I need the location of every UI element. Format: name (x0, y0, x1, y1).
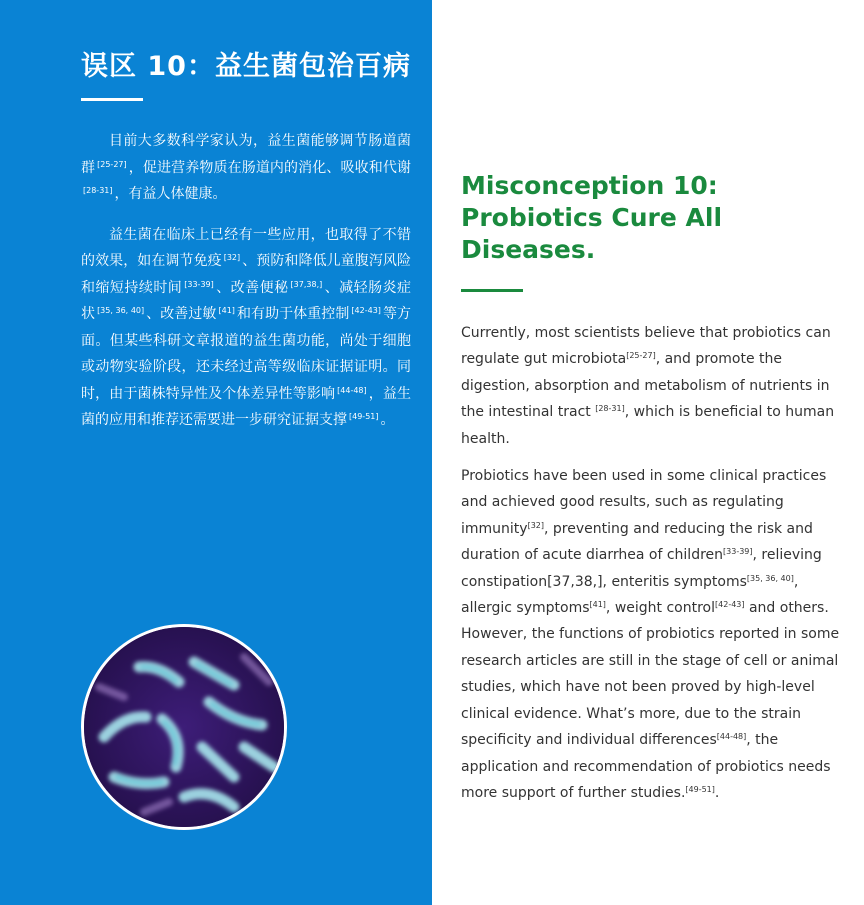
citation: [28-31] (83, 186, 113, 195)
text-run: ，有益人体健康。 (114, 186, 227, 202)
citation: [42-43] (351, 306, 381, 315)
text-run: and others. However, the functions of probiotics reported in some research articles are still in the stage of cell or animal studies, which have not been proved by high-level clinical evidence. What’s more, due to the strain specificity and individual differences (461, 600, 840, 749)
text-run: Probiotics have been used in some clinical practices and achieved good results, such as regulating immunity (461, 468, 827, 537)
citation: [35, 36, 40] (746, 573, 794, 583)
text-run: , preventing and reducing the risk and duration of acute diarrhea of children (461, 520, 813, 564)
citation: [33-39] (184, 279, 214, 289)
chinese-paragraph-1 (81, 128, 411, 208)
english-title: Misconception 10: Probiotics Cure All Diseases. (461, 171, 723, 264)
bacteria-micrograph-icon (84, 627, 284, 827)
citation: [32] (527, 520, 544, 530)
citation: [35, 36, 40] (97, 306, 145, 315)
text-run: 。 (380, 412, 395, 428)
text-run: , the application and recommendation of probiotics needs more support of further studies. (461, 732, 831, 801)
english-title-rule (461, 289, 523, 292)
text-run: 、预防和降低儿童腹泻风险和缩短持续时间 (81, 253, 412, 296)
citation: [41] (218, 306, 235, 315)
text-run: , weight control (605, 600, 716, 617)
text-run: . (714, 784, 720, 801)
english-paragraph-1 (461, 320, 846, 452)
english-paragraph-2 (461, 463, 846, 806)
citation: [49-51] (349, 412, 379, 421)
citation: [25-27] (626, 351, 656, 361)
text-run: 益生菌在临床上已经有一些应用，也取得了不错的效果，如在调节免疫 (81, 226, 411, 269)
text-run: 、改善过敏 (146, 306, 217, 322)
citation: [44-48] (716, 732, 747, 742)
chinese-paragraph-2 (81, 222, 411, 434)
bacteria-image (81, 624, 287, 830)
citation: [28-31] (595, 404, 625, 414)
citation: [25-27] (97, 159, 127, 169)
text-run: 、改善便秘 (215, 279, 289, 296)
citation: [37,38,] (290, 279, 323, 289)
text-run: 和有助于体重控制 (236, 306, 350, 322)
text-run: , allergic symptoms (461, 573, 799, 617)
citation: [41] (589, 600, 606, 610)
chinese-title-rule (81, 98, 143, 101)
text-run: , relieving constipation[37,38,], enteritis symptoms (461, 547, 822, 590)
citation: [33-39] (723, 547, 753, 557)
text-run: 等方面。但某些科研文章报道的益生菌功能，尚处于细胞或动物实验阶段，还未经过高等级临床证据证明。同时，由于菌株特异性及个体差异性等影响 (81, 306, 412, 402)
text-run: 、减轻肠炎症状 (81, 279, 412, 322)
citation: [42-43] (715, 600, 745, 610)
citation: [49-51] (685, 784, 715, 794)
chinese-body (81, 128, 411, 448)
citation: [44-48] (337, 385, 367, 395)
english-body (461, 320, 846, 817)
citation: [32] (223, 253, 241, 262)
text-run: ，益生菌的应用和推荐还需要进一步研究证据支撑 (81, 385, 412, 428)
text-run: ，促进营养物质在肠道内的消化、吸收和代谢 (128, 159, 412, 176)
text-run: , and promote the digestion, absorption and metabolism of nutrients in the intestinal tract (461, 351, 830, 421)
text-run: , which is beneficial to human health. (461, 404, 835, 447)
chinese-title: 误区 10：益生菌包治百病 (81, 51, 411, 82)
text-run: Currently, most scientists believe that probiotics can regulate gut microbiota (461, 325, 831, 368)
english-panel (432, 0, 864, 905)
text-run: 目前大多数科学家认为，益生菌能够调节肠道菌群 (81, 133, 411, 176)
